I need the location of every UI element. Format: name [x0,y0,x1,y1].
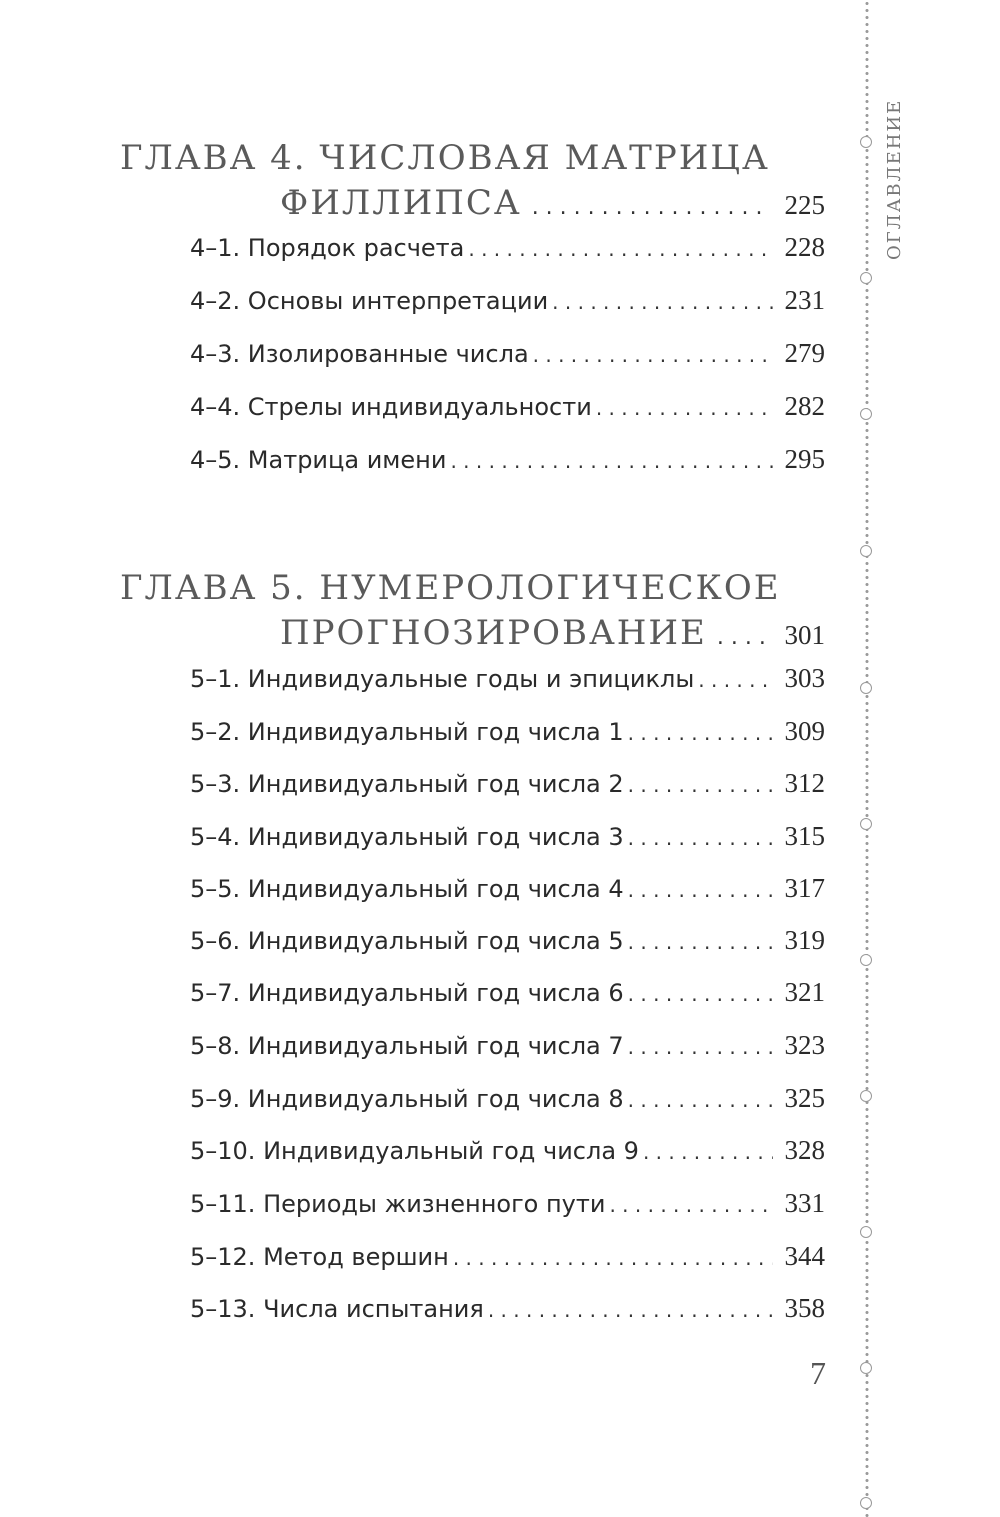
toc-entry[interactable] [190,285,825,337]
chapter-4-heading [120,136,825,226]
toc-entry-page: 279 [784,338,825,368]
dot-leader [628,826,773,850]
decorative-dotted-line [864,0,870,1517]
dot-leader [552,290,772,314]
toc-entry-title: 5–10. Индивидуальный год числа 9 [190,1137,639,1165]
toc-entry-title: 5–11. Периоды жизненного пути [190,1190,606,1218]
toc-entry[interactable] [190,663,825,715]
toc-entry-title: 5–4. Индивидуальный год числа 3 [190,823,624,851]
ring-ornament [860,272,872,284]
toc-entry[interactable] [190,768,825,820]
toc-entry-title: 5–8. Индивидуальный год числа 7 [190,1032,624,1060]
toc-entry[interactable] [190,821,825,873]
dot-leader [453,1246,773,1270]
toc-entry[interactable] [190,338,825,390]
toc-entry[interactable] [190,977,825,1029]
chapter-title-line1: ГЛАВА 5. НУМЕРОЛОГИЧЕСКОЕ [120,568,781,608]
toc-entry[interactable] [190,716,825,768]
chapter-title-line2: ФИЛЛИПСА [280,183,522,223]
toc-entry-page: 323 [784,1030,825,1060]
toc-entry-title: 4–4. Стрелы индивидуальности [190,393,592,421]
toc-entry-title: 5–7. Индивидуальный год числа 6 [190,979,624,1007]
dot-leader [628,1088,773,1112]
toc-entry[interactable] [190,1135,825,1187]
running-head: ОГЛАВЛЕНИЕ [884,98,905,260]
dot-leader [488,1298,773,1322]
toc-entry-page: 328 [784,1135,825,1165]
toc-entry-page: 282 [784,391,825,421]
toc-entry-page: 331 [784,1188,825,1218]
chapter-title-line2-row [120,180,825,226]
chapter-5-heading [120,566,825,656]
toc-entry[interactable] [190,1293,825,1345]
toc-entry-page: 303 [784,663,825,693]
toc-entry-page: 325 [784,1083,825,1113]
toc-entry[interactable] [190,1241,825,1293]
dot-leader [468,237,772,261]
toc-entry-page: 295 [784,444,825,474]
toc-entry-title: 4–1. Порядок расчета [190,234,465,262]
toc-entry[interactable] [190,1083,825,1135]
dot-leader [596,396,773,420]
dot-leader [628,878,773,902]
toc-entry-title: 4–3. Изолированные числа [190,340,529,368]
dot-leader [628,930,773,954]
toc-entry-page: 309 [784,716,825,746]
toc-entry-page: 315 [784,821,825,851]
chapter-page-number: 225 [784,190,825,220]
chapter-page-number: 301 [784,620,825,650]
toc-entry-page: 228 [784,232,825,262]
chapter-title-line1: ГЛАВА 4. ЧИСЛОВАЯ МАТРИЦА [120,138,770,178]
ring-ornament [860,1090,872,1102]
toc-entry-title: 5–3. Индивидуальный год числа 2 [190,770,624,798]
dot-leader [628,721,773,745]
dot-leader [533,343,773,367]
ring-ornament [860,545,872,557]
ring-ornament [860,1362,872,1374]
ring-ornament [860,1226,872,1238]
toc-entry-title: 5–1. Индивидуальные годы и эпициклы [190,665,695,693]
toc-entry[interactable] [190,232,825,284]
toc-entry-title: 4–2. Основы интерпретации [190,287,549,315]
toc-entry[interactable] [190,1188,825,1240]
chapter-title-line2-row [120,610,825,656]
toc-entry-title: 5–2. Индивидуальный год числа 1 [190,718,624,746]
dot-leader [609,1193,772,1217]
toc-entry-title: 5–12. Метод вершин [190,1243,449,1271]
toc-entry-page: 358 [784,1293,825,1323]
page-number: 7 [810,1355,826,1391]
dot-leader [628,773,773,797]
ring-ornament [860,136,872,148]
toc-entry[interactable] [190,925,825,977]
toc-entry-page: 312 [784,768,825,798]
dot-leader [643,1140,773,1164]
toc-entry-title: 5–13. Числа испытания [190,1295,484,1323]
toc-entry-title: 5–5. Индивидуальный год числа 4 [190,875,624,903]
dot-leader [628,1035,773,1059]
toc-entry-page: 344 [784,1241,825,1271]
ring-ornament [860,1497,872,1509]
toc-entry[interactable] [190,444,825,496]
ring-ornament [860,954,872,966]
toc-entry-page: 231 [784,285,825,315]
chapter-title-line2: ПРОГНОЗИРОВАНИЕ [280,613,707,653]
toc-entry-title: 5–6. Индивидуальный год числа 5 [190,927,624,955]
toc-entry[interactable] [190,391,825,443]
toc-entry-page: 317 [784,873,825,903]
toc-entry-title: 4–5. Матрица имени [190,446,447,474]
toc-entry[interactable] [190,1030,825,1082]
dot-leader [698,668,772,692]
dot-leader [450,449,772,473]
ring-ornament [860,682,872,694]
toc-entry[interactable] [190,873,825,925]
dot-leader [532,185,771,231]
toc-entry-title: 5–9. Индивидуальный год числа 8 [190,1085,624,1113]
toc-entry-page: 319 [784,925,825,955]
dot-leader [717,615,771,661]
ring-ornament [860,408,872,420]
toc-entry-page: 321 [784,977,825,1007]
ring-ornament [860,818,872,830]
dot-leader [628,982,773,1006]
